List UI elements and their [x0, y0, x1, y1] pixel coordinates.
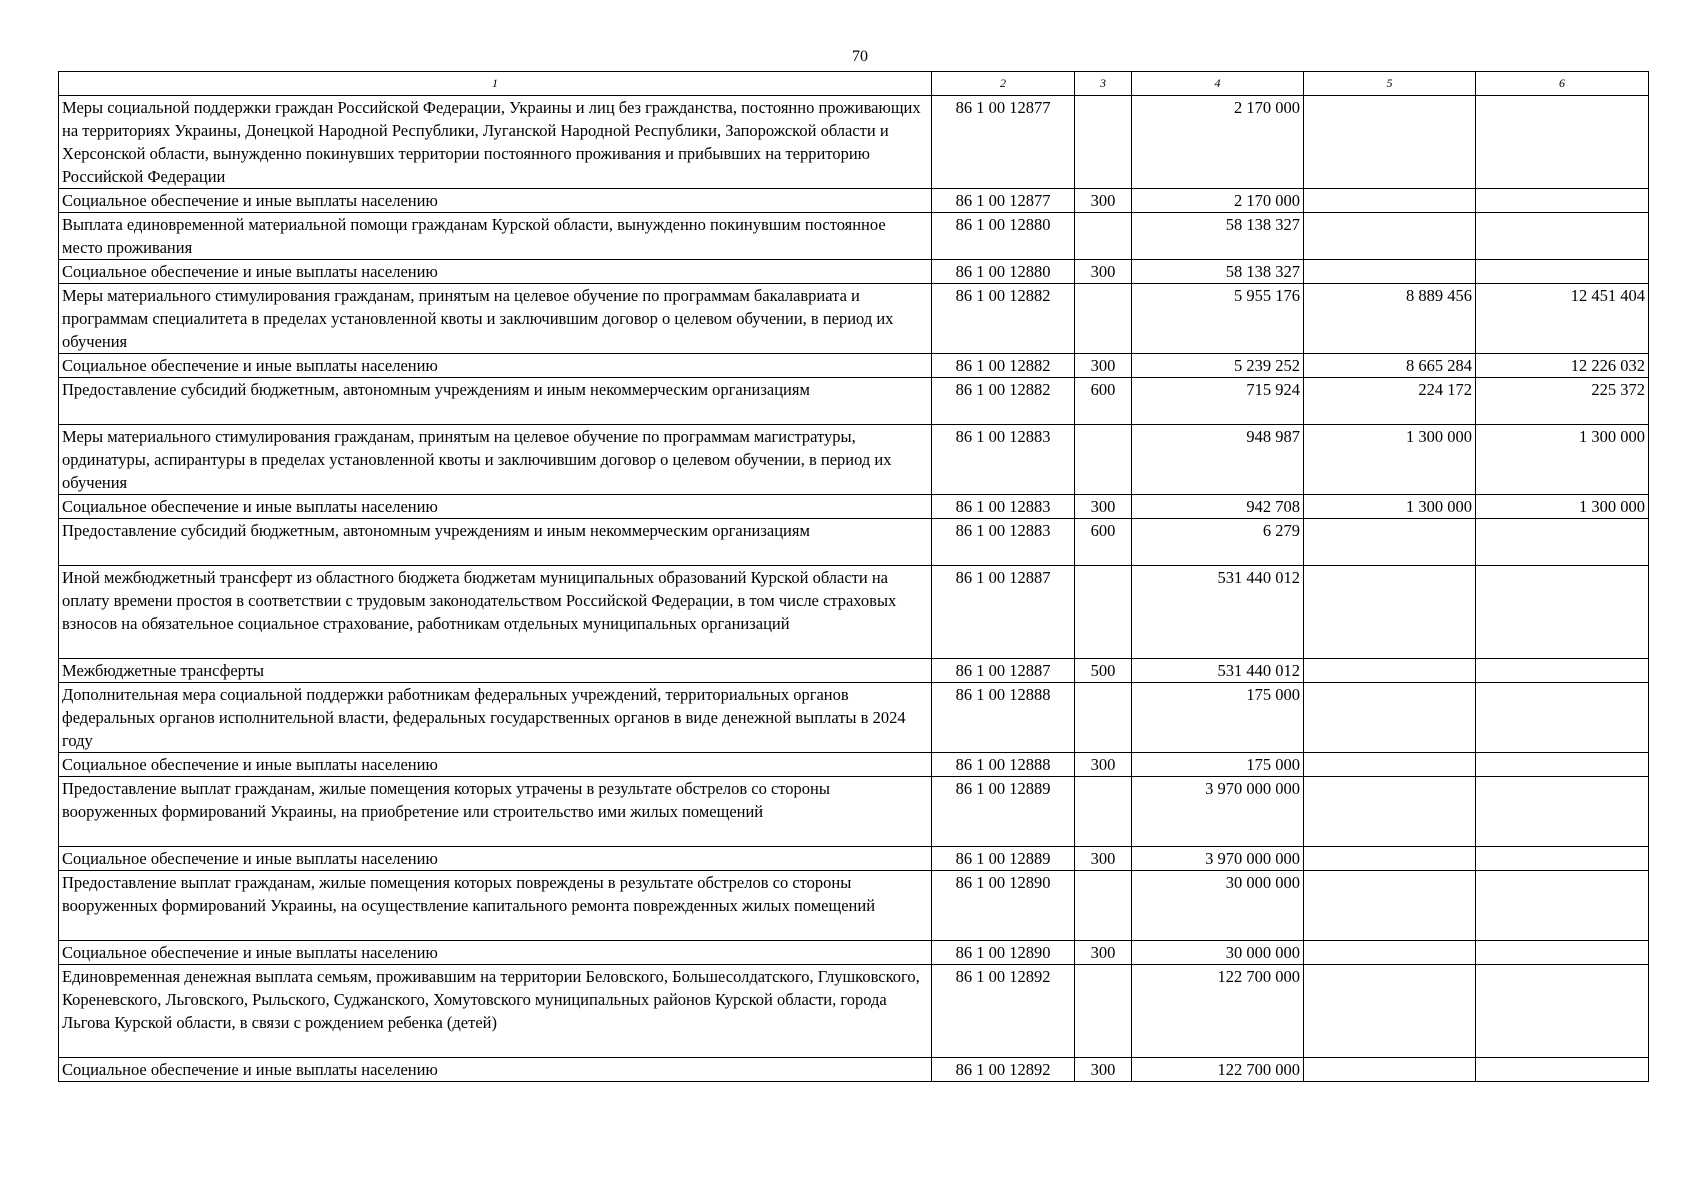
table-row: [59, 566, 1649, 659]
row-expense-type: [1075, 425, 1132, 495]
row-name: Социальное обеспечение и иные выплаты населению: [59, 941, 932, 965]
row-value-1: 2 170 000: [1132, 96, 1304, 189]
row-name: Предоставление выплат гражданам, жилые помещения которых утрачены в результате обстрелов со стороны вооруженных формирований Украины, на приобретение или строительство ими жилых помещений: [59, 777, 932, 847]
row-value-1: 175 000: [1132, 683, 1304, 753]
row-value-2: [1304, 566, 1476, 659]
row-value-1: 30 000 000: [1132, 871, 1304, 941]
row-value-1: 175 000: [1132, 753, 1304, 777]
row-expense-type: [1075, 284, 1132, 354]
column-header: 3: [1075, 72, 1132, 96]
row-code: 86 1 00 12892: [932, 1058, 1075, 1082]
row-code: 86 1 00 12890: [932, 941, 1075, 965]
row-value-3: [1476, 847, 1649, 871]
table-row: [59, 847, 1649, 871]
row-expense-type: 300: [1075, 495, 1132, 519]
row-value-3: [1476, 260, 1649, 284]
table-row: [59, 213, 1649, 260]
row-value-2: [1304, 941, 1476, 965]
row-value-1: 122 700 000: [1132, 1058, 1304, 1082]
row-value-3: [1476, 189, 1649, 213]
row-code: 86 1 00 12889: [932, 777, 1075, 847]
row-value-2: [1304, 965, 1476, 1058]
row-value-1: 3 970 000 000: [1132, 847, 1304, 871]
row-value-1: 58 138 327: [1132, 260, 1304, 284]
column-header: 2: [932, 72, 1075, 96]
row-value-3: [1476, 566, 1649, 659]
row-expense-type: [1075, 96, 1132, 189]
table-row: [59, 683, 1649, 753]
row-value-1: 122 700 000: [1132, 965, 1304, 1058]
row-name: Меры материального стимулирования гражданам, принятым на целевое обучение по программам магистратуры, ординатуры, аспирантуры в пределах установленной квоты и заключившим договор о целевом обучении, в период их обучения: [59, 425, 932, 495]
row-name: Предоставление субсидий бюджетным, автономным учреждениям и иным некоммерческим организациям: [59, 378, 932, 425]
row-value-1: 948 987: [1132, 425, 1304, 495]
row-code: 86 1 00 12880: [932, 213, 1075, 260]
row-name: Единовременная денежная выплата семьям, проживавшим на территории Беловского, Большесолдатского, Глушковского, Кореневского, Льговского, Рыльского, Суджанского, Хомутовского муниципальных районов Курской области, города Льгова Курской области, в связи с рождением ребенка (детей): [59, 965, 932, 1058]
row-name: Социальное обеспечение и иные выплаты населению: [59, 354, 932, 378]
row-name: Социальное обеспечение и иные выплаты населению: [59, 495, 932, 519]
row-value-2: [1304, 189, 1476, 213]
row-expense-type: 600: [1075, 519, 1132, 566]
row-value-2: [1304, 260, 1476, 284]
row-name: Межбюджетные трансферты: [59, 659, 932, 683]
row-code: 86 1 00 12882: [932, 354, 1075, 378]
row-expense-type: [1075, 871, 1132, 941]
row-value-1: 30 000 000: [1132, 941, 1304, 965]
row-value-2: 1 300 000: [1304, 425, 1476, 495]
row-value-1: 531 440 012: [1132, 659, 1304, 683]
row-value-2: 224 172: [1304, 378, 1476, 425]
row-name: Дополнительная мера социальной поддержки работникам федеральных учреждений, территориальных органов федеральных органов исполнительной власти, федеральных государственных органов в виде денежной выплаты в 2024 году: [59, 683, 932, 753]
row-value-1: 5 955 176: [1132, 284, 1304, 354]
row-expense-type: 300: [1075, 847, 1132, 871]
table-row: [59, 189, 1649, 213]
row-value-3: [1476, 941, 1649, 965]
row-value-2: 8 665 284: [1304, 354, 1476, 378]
column-header: 1: [59, 72, 932, 96]
page-number: 70: [852, 48, 868, 65]
table-row: [59, 941, 1649, 965]
row-name: Социальное обеспечение и иные выплаты населению: [59, 189, 932, 213]
row-name: Социальное обеспечение и иные выплаты населению: [59, 753, 932, 777]
row-name: Иной межбюджетный трансферт из областного бюджета бюджетам муниципальных образований Курской области на оплату времени простоя в соответствии с трудовым законодательством Российской Федерации, в том числе страховых взносов на обязательное социальное страхование, работникам отдельных муниципальных организаций: [59, 566, 932, 659]
row-expense-type: 600: [1075, 378, 1132, 425]
row-expense-type: 300: [1075, 1058, 1132, 1082]
row-code: 86 1 00 12890: [932, 871, 1075, 941]
row-value-3: 12 451 404: [1476, 284, 1649, 354]
table-row: [59, 659, 1649, 683]
row-expense-type: 300: [1075, 189, 1132, 213]
row-code: 86 1 00 12883: [932, 519, 1075, 566]
row-value-3: [1476, 96, 1649, 189]
row-value-2: [1304, 1058, 1476, 1082]
row-name: Предоставление субсидий бюджетным, автономным учреждениям и иным некоммерческим организациям: [59, 519, 932, 566]
row-value-2: [1304, 96, 1476, 189]
column-header: 5: [1304, 72, 1476, 96]
row-expense-type: [1075, 777, 1132, 847]
row-value-2: [1304, 753, 1476, 777]
row-value-3: [1476, 777, 1649, 847]
row-name: Социальное обеспечение и иные выплаты населению: [59, 847, 932, 871]
table-row: [59, 378, 1649, 425]
row-expense-type: 300: [1075, 941, 1132, 965]
row-expense-type: 500: [1075, 659, 1132, 683]
row-value-3: [1476, 753, 1649, 777]
row-value-1: 6 279: [1132, 519, 1304, 566]
row-expense-type: 300: [1075, 354, 1132, 378]
table-row: [59, 284, 1649, 354]
table-row: [59, 495, 1649, 519]
row-name: Предоставление выплат гражданам, жилые помещения которых повреждены в результате обстрелов со стороны вооруженных формирований Украины, на осуществление капитального ремонта поврежденных жилых помещений: [59, 871, 932, 941]
row-expense-type: [1075, 213, 1132, 260]
row-expense-type: [1075, 566, 1132, 659]
row-value-2: [1304, 213, 1476, 260]
row-value-3: [1476, 1058, 1649, 1082]
table-row: [59, 425, 1649, 495]
row-value-3: [1476, 213, 1649, 260]
row-code: 86 1 00 12883: [932, 495, 1075, 519]
column-header: 6: [1476, 72, 1649, 96]
row-value-2: [1304, 777, 1476, 847]
row-expense-type: [1075, 683, 1132, 753]
row-value-1: 2 170 000: [1132, 189, 1304, 213]
row-value-3: 1 300 000: [1476, 495, 1649, 519]
row-value-2: [1304, 871, 1476, 941]
row-value-2: [1304, 659, 1476, 683]
row-code: 86 1 00 12882: [932, 284, 1075, 354]
row-value-2: [1304, 683, 1476, 753]
row-value-3: 12 226 032: [1476, 354, 1649, 378]
table-row: [59, 354, 1649, 378]
row-value-1: 531 440 012: [1132, 566, 1304, 659]
row-code: 86 1 00 12889: [932, 847, 1075, 871]
row-value-1: 58 138 327: [1132, 213, 1304, 260]
row-value-3: [1476, 965, 1649, 1058]
table-row: [59, 965, 1649, 1058]
row-name: Социальное обеспечение и иные выплаты населению: [59, 1058, 932, 1082]
table-row: [59, 1058, 1649, 1082]
row-code: 86 1 00 12887: [932, 566, 1075, 659]
table-row: [59, 519, 1649, 566]
table-row: [59, 777, 1649, 847]
row-value-3: [1476, 871, 1649, 941]
table-row: [59, 871, 1649, 941]
row-code: 86 1 00 12882: [932, 378, 1075, 425]
row-name: Выплата единовременной материальной помощи гражданам Курской области, вынужденно покинувшим постоянное место проживания: [59, 213, 932, 260]
budget-table: [58, 71, 1649, 1082]
row-code: 86 1 00 12880: [932, 260, 1075, 284]
row-name: Социальное обеспечение и иные выплаты населению: [59, 260, 932, 284]
row-value-1: 3 970 000 000: [1132, 777, 1304, 847]
row-code: 86 1 00 12877: [932, 96, 1075, 189]
row-value-1: 5 239 252: [1132, 354, 1304, 378]
row-value-1: 715 924: [1132, 378, 1304, 425]
row-name: Меры материального стимулирования гражданам, принятым на целевое обучение по программам бакалавриата и программам специалитета в пределах установленной квоты и заключившим договор о целевом обучении, в период их обучения: [59, 284, 932, 354]
column-header: 4: [1132, 72, 1304, 96]
row-code: 86 1 00 12883: [932, 425, 1075, 495]
table-row: [59, 260, 1649, 284]
row-code: 86 1 00 12888: [932, 753, 1075, 777]
row-code: 86 1 00 12887: [932, 659, 1075, 683]
row-value-3: 1 300 000: [1476, 425, 1649, 495]
row-expense-type: [1075, 965, 1132, 1058]
row-value-3: [1476, 659, 1649, 683]
row-value-3: [1476, 519, 1649, 566]
row-code: 86 1 00 12877: [932, 189, 1075, 213]
row-value-3: [1476, 683, 1649, 753]
row-expense-type: 300: [1075, 260, 1132, 284]
row-value-2: [1304, 519, 1476, 566]
row-code: 86 1 00 12888: [932, 683, 1075, 753]
row-expense-type: 300: [1075, 753, 1132, 777]
row-value-2: 1 300 000: [1304, 495, 1476, 519]
table-row: [59, 753, 1649, 777]
row-value-1: 942 708: [1132, 495, 1304, 519]
row-value-3: 225 372: [1476, 378, 1649, 425]
row-code: 86 1 00 12892: [932, 965, 1075, 1058]
column-number-header: [59, 72, 1649, 96]
table-row: [59, 96, 1649, 189]
row-value-2: [1304, 847, 1476, 871]
row-value-2: 8 889 456: [1304, 284, 1476, 354]
row-name: Меры социальной поддержки граждан Российской Федерации, Украины и лиц без гражданства, постоянно проживающих на территориях Украины, Донецкой Народной Республики, Луганской Народной Республики, Запорожской области и Херсонской области, вынужденно покинувших территории постоянного проживания и прибывших на территорию Российской Федерации: [59, 96, 932, 189]
